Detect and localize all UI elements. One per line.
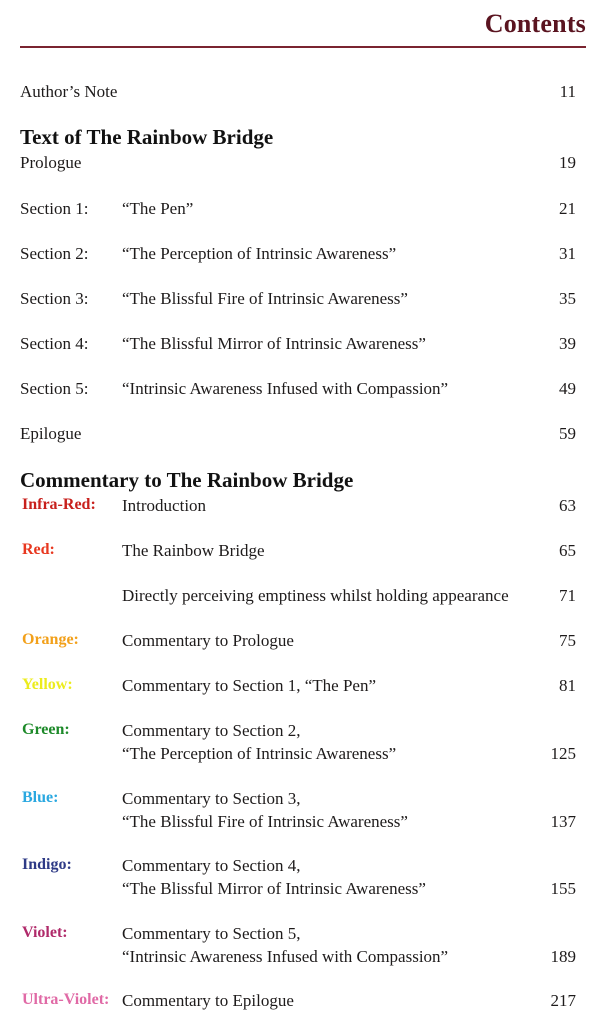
entry-title: Directly perceiving emptiness whilst holding appearance xyxy=(122,586,509,605)
page-number: 21 xyxy=(559,199,576,218)
page-number: 19 xyxy=(559,153,576,172)
color-label: Orange: xyxy=(22,631,79,648)
toc-entry-indigo[interactable] xyxy=(0,856,600,904)
page-number: 71 xyxy=(559,586,576,605)
entry-label: Section 1: xyxy=(20,199,89,218)
entry-title: Commentary to Section 5, xyxy=(122,924,301,943)
page-number: 49 xyxy=(559,379,576,398)
toc-entry-authors-note[interactable] xyxy=(0,82,600,106)
toc-entry-infra-red[interactable] xyxy=(0,496,600,520)
page-number: 137 xyxy=(550,812,576,831)
page-number: 155 xyxy=(550,879,576,898)
color-label: Blue: xyxy=(22,789,59,806)
entry-title: Introduction xyxy=(122,496,207,515)
color-label: Red: xyxy=(22,541,55,558)
toc-entry-green[interactable] xyxy=(0,721,600,769)
entry-subtitle: “The Blissful Mirror of Intrinsic Awareness” xyxy=(122,879,426,898)
page-number: 65 xyxy=(559,541,576,560)
toc-entry-ultra-violet[interactable] xyxy=(0,991,600,1015)
toc-entry-violet[interactable] xyxy=(0,924,600,972)
entry-title: “The Blissful Fire of Intrinsic Awareness” xyxy=(122,289,408,308)
entry-title: “The Perception of Intrinsic Awareness” xyxy=(122,244,397,263)
entry-title: Commentary to Section 3, xyxy=(122,789,301,808)
entry-subtitle: “The Perception of Intrinsic Awareness” xyxy=(122,744,397,763)
toc-entry-epilogue[interactable] xyxy=(0,424,600,448)
entry-label: Section 2: xyxy=(20,244,89,263)
page-number: 31 xyxy=(559,244,576,263)
toc-entry-section-4[interactable] xyxy=(0,334,600,358)
toc-entry-yellow[interactable] xyxy=(0,676,600,700)
entry-subtitle: “The Blissful Fire of Intrinsic Awareness” xyxy=(122,812,408,831)
page-number: 63 xyxy=(559,496,576,515)
toc-entry-red[interactable] xyxy=(0,541,600,565)
entry-label: Section 3: xyxy=(20,289,89,308)
color-label: Green: xyxy=(22,721,70,738)
entry-title: Commentary to Prologue xyxy=(122,631,294,650)
page-number: 11 xyxy=(559,82,576,101)
entry-label: Prologue xyxy=(20,153,82,172)
entry-label: Epilogue xyxy=(20,424,82,443)
toc-entry-section-3[interactable] xyxy=(0,289,600,313)
section-heading-text: Text of The Rainbow Bridge xyxy=(20,125,274,149)
section-heading-commentary: Commentary to The Rainbow Bridge xyxy=(20,468,354,492)
page-number: 189 xyxy=(550,947,576,966)
entry-label: Section 5: xyxy=(20,379,89,398)
page-number: 59 xyxy=(559,424,576,443)
color-label: Violet: xyxy=(22,924,68,941)
color-label: Yellow: xyxy=(22,676,73,693)
page-number: 39 xyxy=(559,334,576,353)
entry-title: Commentary to Section 2, xyxy=(122,721,301,740)
page-title: Contents xyxy=(484,9,586,38)
toc-entry-section-2[interactable] xyxy=(0,244,600,268)
color-label: Ultra-Violet: xyxy=(22,991,110,1008)
toc-entry-prologue[interactable] xyxy=(0,153,600,177)
page-number: 217 xyxy=(550,991,576,1010)
entry-title: Commentary to Epilogue xyxy=(122,991,294,1010)
entry-title: The Rainbow Bridge xyxy=(122,541,265,560)
toc-entry-blue[interactable] xyxy=(0,789,600,837)
page-number: 125 xyxy=(550,744,576,763)
page-number: 75 xyxy=(559,631,576,650)
page-number: 81 xyxy=(559,676,576,695)
color-label: Indigo: xyxy=(22,856,72,873)
toc-entry-section-5[interactable] xyxy=(0,379,600,403)
page-number: 35 xyxy=(559,289,576,308)
toc-entry-section-1[interactable] xyxy=(0,199,600,223)
entry-title: Commentary to Section 4, xyxy=(122,856,301,875)
entry-title: “The Pen” xyxy=(122,199,194,218)
entry-title: “The Blissful Mirror of Intrinsic Awareness” xyxy=(122,334,426,353)
toc-entry-orange[interactable] xyxy=(0,631,600,655)
entry-title: Commentary to Section 1, “The Pen” xyxy=(122,676,376,695)
entry-subtitle: “Intrinsic Awareness Infused with Compassion” xyxy=(122,947,449,966)
entry-label: Section 4: xyxy=(20,334,89,353)
title-divider xyxy=(20,46,586,48)
color-label: Infra-Red: xyxy=(22,496,96,513)
entry-title: “Intrinsic Awareness Infused with Compassion” xyxy=(122,379,449,398)
entry-label: Author’s Note xyxy=(20,82,118,101)
toc-entry-emptiness[interactable] xyxy=(0,586,600,610)
